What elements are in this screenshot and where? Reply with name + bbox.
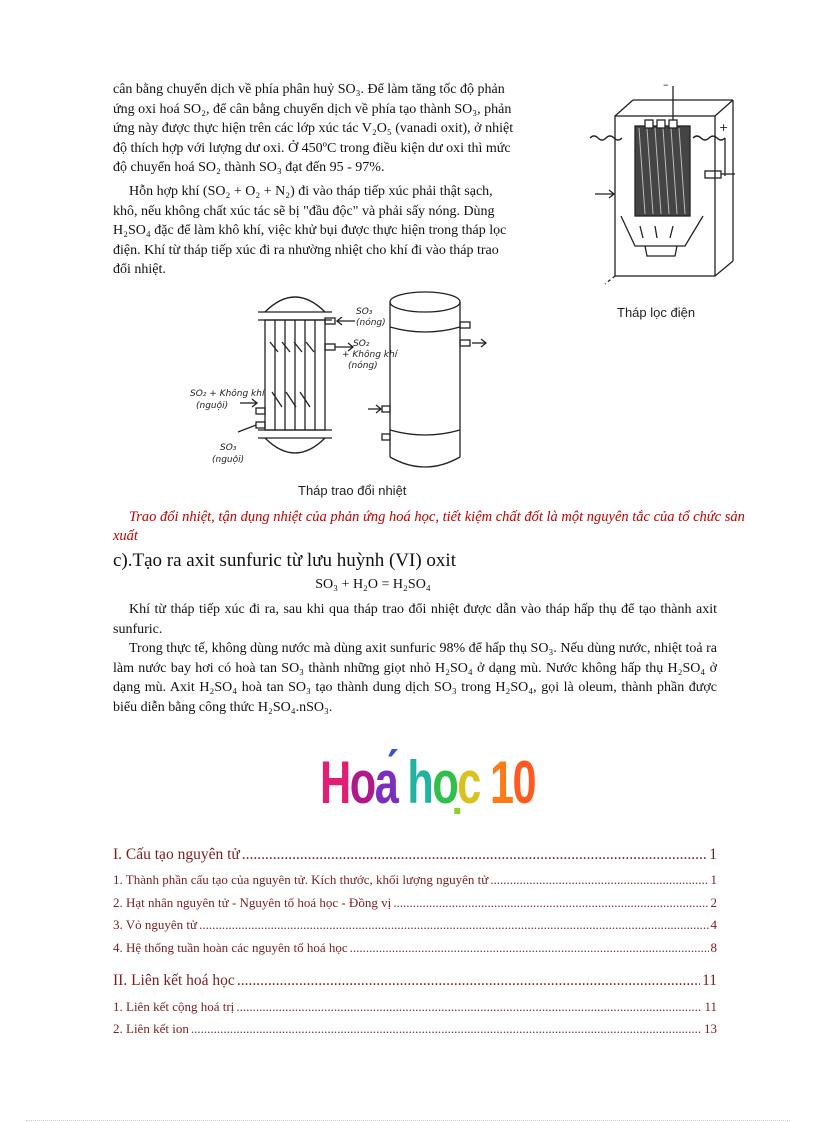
gas-mix-line: H₂SO₄ đặc để làm khô khí, việc khử bụi được thực hiện trong tháp lọc bbox=[113, 223, 507, 238]
toc-leader bbox=[350, 940, 709, 956]
toc-page: 8 bbox=[710, 940, 717, 955]
gas-mix-line: đổi nhiệt. bbox=[113, 262, 166, 277]
wordart-title bbox=[320, 748, 535, 817]
toc-page: 2 bbox=[710, 895, 717, 910]
section-c-paragraph-1: Khí từ tháp tiếp xúc đi ra, sau khi qua tháp trao đổi nhiệt được dẫn vào tháp hấp thụ để tạo thành axit sunfuric. bbox=[113, 602, 717, 637]
wordart-glyph: o bbox=[349, 749, 375, 816]
so2-cold-label: (nguội) bbox=[196, 401, 229, 411]
electrostatic-precipitator-figure bbox=[585, 76, 745, 331]
toc-leader bbox=[191, 1021, 702, 1037]
heat-exchanger-caption: Tháp trao đổi nhiệt bbox=[298, 483, 407, 498]
so2-air-label: (nóng) bbox=[348, 361, 378, 371]
so3-hot-label: SO₃ bbox=[356, 307, 373, 317]
toc-page: 13 bbox=[704, 1021, 717, 1036]
toc-leader bbox=[199, 917, 708, 933]
toc-label: 1. Thành phần cấu tạo của nguyên tử. Kích thước, khối lượng nguyên tử bbox=[113, 872, 489, 887]
toc-page: 1 bbox=[710, 872, 717, 887]
intro-line: ứng này được thực hiện trên các lớp xúc tác V₂O₅ (vanadi oxit), ở nhiệt bbox=[113, 121, 514, 136]
toc-label: I. Cấu tạo nguyên tử bbox=[113, 846, 240, 863]
gas-mix-paragraph bbox=[113, 182, 558, 280]
section-c-paragraph-2: Trong thực tế, không dùng nước mà dùng axit sunfuric 98% để hấp thụ SO₃. Nếu dùng nước, nhiệt toả ra làm nước bay hơi có hoà tan SO₃ thành những giọt nhỏ H₂SO₄ ở dạng mù. Nước không hấp thụ H₂SO₄ ở dạng mù. Axit H₂SO₄ hoà tan SO₃ tạo thành dung dịch SO₃ trong H₂SO₄, gọi là oleum, thành phần được biểu diễn bằng công thức H₂SO₄.nSO₃. bbox=[113, 641, 717, 715]
precipitator-drawing bbox=[585, 76, 745, 306]
wordart-glyph: 0 bbox=[512, 749, 536, 816]
intro-line: cân bằng chuyển dịch về phía phân huỷ SO₃. Để làm tăng tốc độ phản bbox=[113, 82, 505, 97]
intro-paragraph bbox=[113, 80, 568, 178]
toc-page: 1 bbox=[709, 846, 717, 863]
gas-mix-line: Hỗn hợp khí (SO₂ + O₂ + N₂) đi vào tháp tiếp xúc phải thật sạch, bbox=[129, 184, 493, 199]
heat-exchanger-drawing bbox=[190, 282, 490, 478]
wordart-glyph: o bbox=[432, 749, 458, 816]
wordart-glyph: h bbox=[407, 749, 433, 816]
toc-leader bbox=[236, 999, 702, 1015]
toc-page: 11 bbox=[704, 999, 717, 1014]
toc-label: 2. Liên kết ion bbox=[113, 1021, 189, 1036]
toc-entry-row[interactable] bbox=[113, 940, 717, 956]
toc-leader bbox=[242, 846, 707, 864]
reaction-equation: SO₃ + H₂O = H₂SO₄ bbox=[315, 577, 431, 592]
toc-page: 11 bbox=[702, 972, 717, 989]
toc-leader bbox=[393, 895, 708, 911]
gas-mix-line: điện. Khí từ tháp tiếp xúc đi ra nhường nhiệt cho khí đi vào tháp trao bbox=[113, 242, 499, 258]
intro-line: ứng oxi hoá SO₂, để cân bằng chuyển dịch về phía tạo thành SO₃, phản bbox=[113, 101, 512, 117]
intro-line: độ chuyển hoá SO₂ thành SO₃ đạt đến 95 - 97%. bbox=[113, 160, 385, 175]
toc-leader bbox=[237, 972, 700, 990]
wordart-glyph: c bbox=[457, 749, 480, 816]
so2-air-label: SO₂ bbox=[353, 339, 370, 349]
toc-entry-row[interactable] bbox=[113, 999, 717, 1015]
wordart-glyph: 1 bbox=[489, 749, 513, 816]
intro-line: độ thích hợp với lượng dư oxi. Ở 450ºC trong điều kiện dư oxi thì mức bbox=[113, 140, 511, 156]
toc-entry-row[interactable] bbox=[113, 1021, 717, 1037]
precipitator-caption: Tháp lọc điện bbox=[617, 305, 696, 320]
toc-label: 2. Hạt nhân nguyên tử - Nguyên tố hoá học - Đồng vị bbox=[113, 895, 392, 910]
toc-entry-row[interactable] bbox=[113, 917, 717, 933]
wordart-glyph: a bbox=[374, 749, 398, 816]
toc-section-row[interactable] bbox=[113, 846, 717, 864]
minus-terminal-label: – bbox=[663, 78, 669, 91]
wordart-glyph: H bbox=[320, 749, 350, 816]
toc-label: 4. Hệ thống tuần hoàn các nguyên tố hoá học bbox=[113, 940, 348, 955]
so3-cold-label: (nguội) bbox=[212, 455, 245, 465]
so2-air-label: + Không khí bbox=[342, 350, 398, 360]
section-c-heading: c).Tạo ra axit sunfuric từ lưu huỳnh (VI) oxit bbox=[113, 550, 456, 571]
toc-label: II. Liên kết hoá học bbox=[113, 972, 235, 989]
section-c-body bbox=[113, 600, 717, 717]
plus-terminal-label: + bbox=[719, 121, 729, 134]
toc-entry-row[interactable] bbox=[113, 895, 717, 911]
heat-exchanger-figure bbox=[190, 282, 490, 502]
principle-note: Trao đổi nhiệt, tận dụng nhiệt của phản ứng hoá học, tiết kiệm chất đốt là một nguyên tắc của tổ chức sản xuất bbox=[113, 509, 745, 544]
so3-hot-label: (nóng) bbox=[356, 318, 386, 328]
page-bottom-rule bbox=[26, 1120, 790, 1121]
toc-page: 4 bbox=[710, 917, 717, 932]
toc-label: 1. Liên kết cộng hoá trị bbox=[113, 999, 235, 1014]
toc-leader bbox=[490, 872, 708, 888]
toc-entry-row[interactable] bbox=[113, 872, 717, 888]
toc-section-row[interactable] bbox=[113, 972, 717, 990]
gas-mix-line: khô, nếu không chất xúc tác sẽ bị "đầu độc" và phải sấy nóng. Dùng bbox=[113, 203, 495, 219]
so3-cold-label: SO₃ bbox=[220, 443, 237, 453]
toc-label: 3. Vỏ nguyên tử bbox=[113, 917, 198, 932]
so2-cold-label: SO₂ + Không khí bbox=[190, 389, 265, 399]
